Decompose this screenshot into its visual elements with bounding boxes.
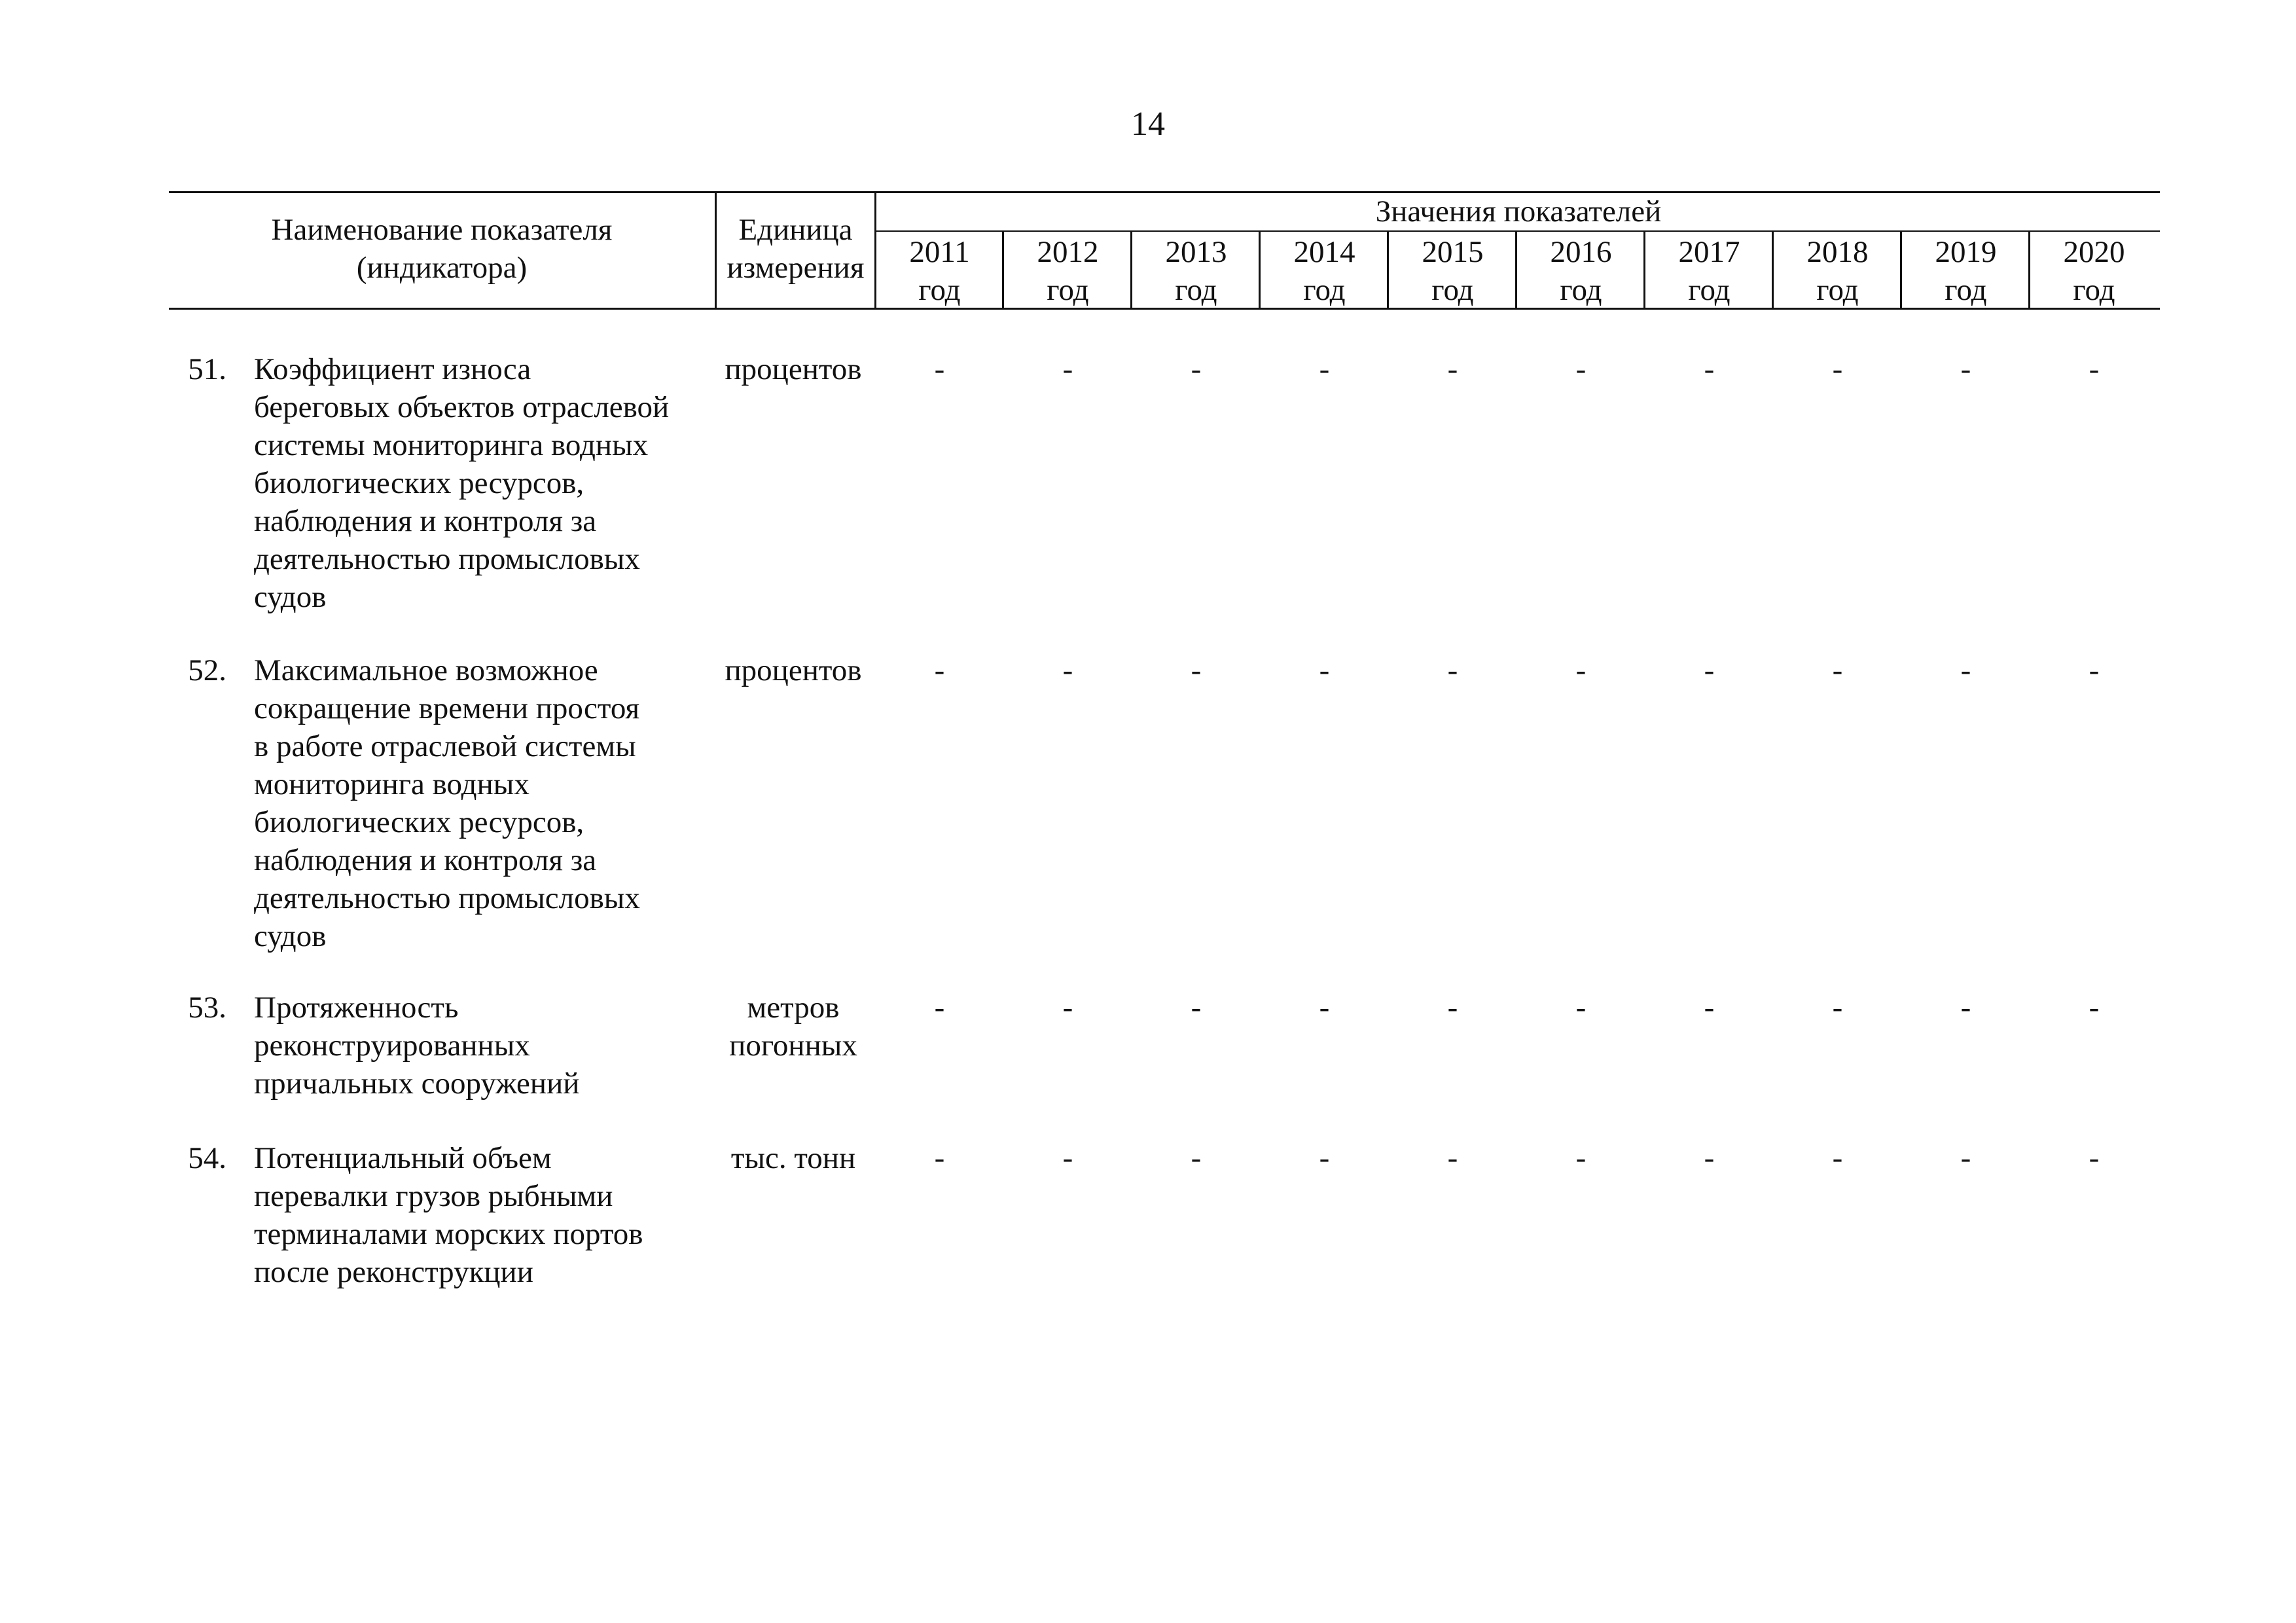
year-header-2020 [2030,233,2158,309]
indicator-value-2019: - [1960,991,1971,1025]
indicator-value-2014: - [1319,1141,1330,1175]
indicator-value-2016: - [1575,991,1587,1025]
indicator-unit: тыс. тонн [730,1141,856,1175]
indicator-value-2017: - [1704,1141,1715,1175]
values-header-rule [874,230,2160,232]
year-label: 2015 [1422,235,1484,269]
year-label: 2017 [1678,235,1740,269]
indicator-value-2018: - [1832,653,1843,687]
year-header-2015 [1389,233,1516,309]
page-number: 14 [1131,105,1165,143]
indicator-value-2013: - [1191,352,1202,386]
row-number: 52. [188,653,226,687]
indicator-value-2017: - [1704,653,1715,687]
row-number: 54. [188,1141,226,1175]
indicator-value-2013: - [1191,653,1202,687]
indicator-value-2019: - [1960,352,1971,386]
year-unit-label: год [2073,273,2115,307]
indicator-value-2011: - [934,1141,945,1175]
year-unit-label: год [1816,273,1859,307]
year-unit-label: год [1560,273,1602,307]
indicator-name-header: Наименование показателя (индикатора) [271,213,613,285]
indicator-value-2015: - [1447,653,1458,687]
year-label: 2016 [1550,235,1612,269]
year-header-2018 [1774,233,1901,309]
indicator-value-2014: - [1319,352,1330,386]
indicator-value-2014: - [1319,653,1330,687]
indicator-value-2017: - [1704,991,1715,1025]
year-header-2014 [1261,233,1388,309]
indicator-value-2020: - [2089,1141,2100,1175]
year-unit-label: год [1175,273,1217,307]
indicator-value-2016: - [1575,352,1587,386]
unit-header: Единица измерения [726,213,865,285]
indicator-name: Максимальное возможное сокращение времени простоя в работе отраслевой системы мониторинга водных биологических ресурсов, наблюдения и контроля за деятельностью промысловых судов [254,653,640,953]
indicator-name: Коэффициент износа береговых объектов отраслевой системы мониторинга водных биологических ресурсов, наблюдения и контроля за деятельностью промысловых судов [254,352,670,614]
year-header-2016 [1517,233,1645,309]
indicator-value-2015: - [1447,991,1458,1025]
indicator-value-2014: - [1319,991,1330,1025]
indicator-value-2012: - [1062,352,1073,386]
indicator-value-2019: - [1960,1141,1971,1175]
indicator-value-2011: - [934,653,945,687]
year-unit-label: год [1303,273,1346,307]
indicator-value-2015: - [1447,1141,1458,1175]
year-header-2011 [876,233,1003,309]
indicator-name: Протяженность реконструированных причальных сооружений [254,991,580,1101]
indicator-value-2012: - [1062,653,1073,687]
year-unit-label: год [918,273,961,307]
year-unit-label: год [1047,273,1089,307]
year-unit-label: год [1945,273,1987,307]
year-header-2012 [1004,233,1132,309]
indicator-value-2019: - [1960,653,1971,687]
year-unit-label: год [1431,273,1474,307]
indicator-value-2012: - [1062,991,1073,1025]
indicator-value-2017: - [1704,352,1715,386]
row-number: 53. [188,991,226,1025]
year-unit-label: год [1688,273,1731,307]
year-label: 2018 [1806,235,1869,269]
indicator-value-2016: - [1575,1141,1587,1175]
year-label: 2011 [909,235,970,269]
year-label: 2014 [1293,235,1355,269]
year-label: 2013 [1165,235,1227,269]
indicator-value-2011: - [934,352,945,386]
row-number: 51. [188,352,226,386]
year-header-2017 [1645,233,1773,309]
values-header-title: Значения показателей [1375,194,1662,228]
indicator-unit: процентов [725,352,862,386]
indicator-value-2015: - [1447,352,1458,386]
indicator-value-2020: - [2089,653,2100,687]
indicator-value-2016: - [1575,653,1587,687]
year-header-2013 [1132,233,1260,309]
year-header-2019 [1902,233,2030,309]
indicator-value-2018: - [1832,352,1843,386]
indicator-value-2012: - [1062,1141,1073,1175]
indicator-name: Потенциальный объем перевалки грузов рыбными терминалами морских портов после реконструкции [254,1141,643,1289]
indicator-value-2013: - [1191,1141,1202,1175]
year-label: 2012 [1037,235,1099,269]
indicator-unit: процентов [725,653,862,687]
indicator-value-2020: - [2089,352,2100,386]
indicator-value-2018: - [1832,991,1843,1025]
indicator-unit: метров погонных [729,991,857,1063]
indicator-value-2011: - [934,991,945,1025]
indicator-value-2020: - [2089,991,2100,1025]
year-label: 2020 [2063,235,2125,269]
indicator-value-2013: - [1191,991,1202,1025]
indicator-value-2018: - [1832,1141,1843,1175]
year-label: 2019 [1935,235,1997,269]
